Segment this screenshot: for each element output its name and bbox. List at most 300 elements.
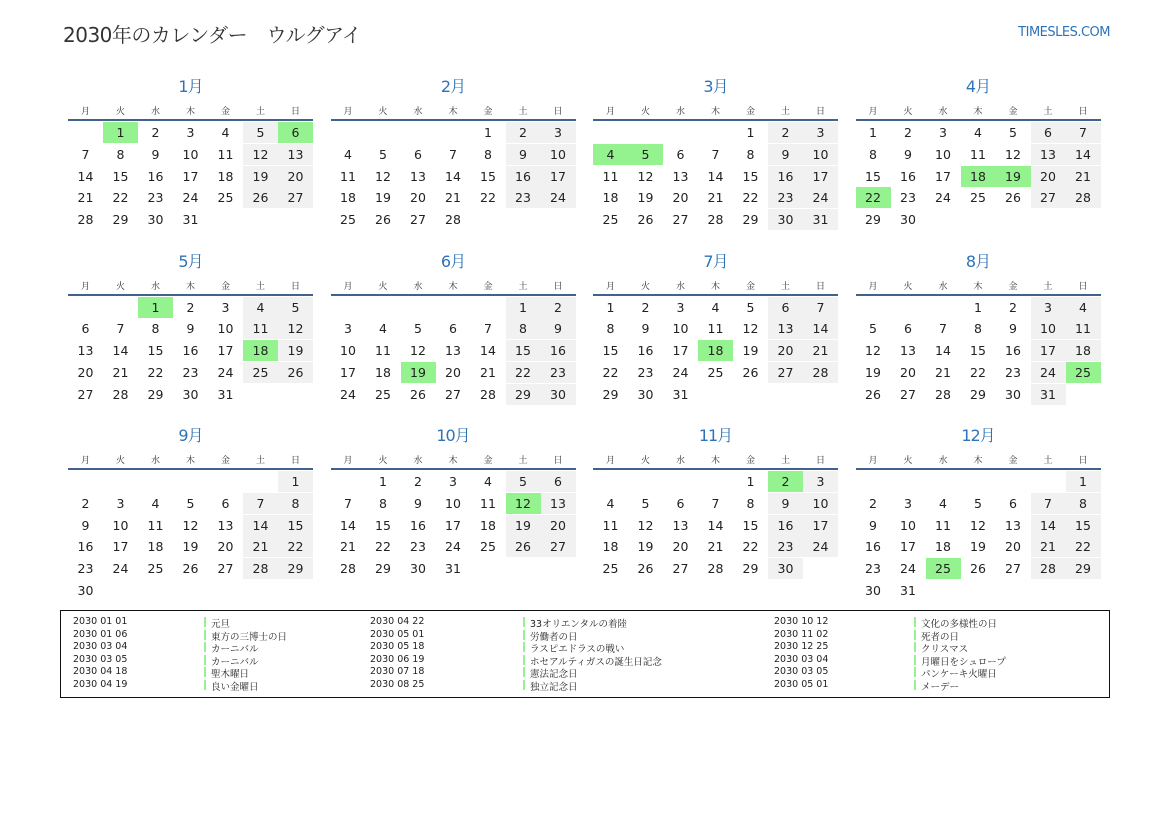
day-cell: 14 [445,168,461,184]
day-cell: 25 [243,362,278,383]
weekday-label: 月 [605,281,615,292]
day-cell: 15 [112,168,129,184]
day-cell: 2 [186,299,195,315]
day-cell: 7 [449,146,457,162]
legend-item [774,616,1104,629]
weekday-label: 木 [185,107,195,117]
header-rule [593,294,838,296]
day-cell: 11 [602,168,619,184]
weekday-label: 火 [115,456,125,466]
holiday-marker [914,680,916,690]
holiday-day-cell: 1 [138,297,173,318]
weekday-label: 水 [413,281,423,292]
holiday-date: 2030 01 06 [73,628,128,640]
day-cell: 28 [1066,187,1101,208]
day-cell: 30 [541,384,576,405]
day-cell: 15 [970,343,986,359]
day-cell: 16 [768,515,803,536]
day-cell: 16 [1005,343,1021,359]
holiday-name: 聖木曜日 [211,669,250,681]
weekday-label: 日 [290,456,300,466]
day-cell: 12 [278,318,313,339]
day-cell: 29 [506,384,541,405]
holiday-date: 2030 10 12 [774,616,829,627]
day-cell: 13 [541,493,576,514]
header-rule [856,468,1101,470]
day-cell: 20 [1005,539,1021,555]
day-cell: 27 [77,386,94,402]
day-cell: 23 [768,187,803,208]
day-cell: 20 [900,364,916,380]
day-cell: 23 [900,190,916,206]
holiday-day-cell: 19 [401,362,436,383]
holiday-marker [914,642,916,652]
day-cell: 8 [484,146,492,162]
holiday-name: 独立記念日 [530,681,578,693]
day-cell: 8 [116,146,125,162]
day-cell: 25 [147,561,164,577]
day-cell: 20 [541,515,576,536]
day-cell: 3 [449,474,457,489]
day-cell: 9 [904,146,912,162]
holiday-marker [204,642,206,652]
day-cell: 22 [278,536,313,557]
holiday-date: 2030 03 05 [774,666,829,678]
day-cell: 30 [768,209,803,230]
day-cell: 16 [410,517,426,533]
header-rule [593,468,838,470]
day-cell: 25 [707,364,724,380]
weekday-label: 土 [780,281,790,292]
day-cell: 5 [186,495,195,511]
weekday-label: 土 [255,281,265,292]
day-cell: 7 [1066,122,1101,143]
weekday-label: 火 [115,107,125,117]
month-name: 12月 [961,426,995,445]
holiday-date: 2030 03 04 [73,641,128,653]
month-9 [68,423,313,598]
day-cell: 6 [676,495,685,511]
weekday-label: 日 [290,107,300,117]
holiday-marker [204,617,206,627]
day-cell: 3 [676,299,685,315]
weekday-label: 土 [518,456,528,466]
day-cell: 16 [541,340,576,361]
day-cell: 31 [217,386,234,402]
day-cell: 29 [278,558,313,579]
day-cell: 22 [147,364,164,380]
holiday-date: 2030 04 18 [73,666,128,678]
day-cell: 11 [707,321,724,337]
day-cell: 10 [900,517,916,533]
day-cell: 6 [81,321,90,337]
day-cell: 1 [1066,471,1101,492]
day-cell: 23 [77,561,94,577]
day-cell: 21 [243,536,278,557]
weekday-label: 火 [378,456,388,466]
day-cell: 29 [147,386,164,402]
day-cell: 27 [445,386,461,402]
day-cell: 10 [112,517,129,533]
day-cell: 24 [182,190,199,206]
header-rule [331,468,576,470]
weekday-label: 土 [1043,107,1053,117]
legend-item [73,679,403,692]
day-cell: 21 [803,340,838,361]
day-cell: 26 [1005,190,1021,206]
day-cell: 4 [711,299,720,315]
month-2 [331,74,576,242]
day-cell: 11 [1066,318,1101,339]
day-cell: 3 [221,299,230,315]
day-cell: 8 [606,321,615,337]
holiday-name: 月曜日をシュロープ [921,656,1006,668]
day-cell: 3 [116,495,125,511]
weekday-label: 木 [973,281,983,292]
day-cell: 28 [445,212,461,228]
weekday-label: 日 [815,456,825,466]
month-name: 5月 [178,251,203,271]
day-cell: 18 [602,190,619,206]
day-cell: 14 [935,343,951,359]
day-cell: 7 [711,495,720,511]
weekday-label: 金 [1008,281,1018,292]
day-cell: 24 [803,536,838,557]
holiday-marker [914,655,916,665]
holiday-date: 2030 08 25 [370,678,425,690]
weekday-label: 金 [483,107,493,117]
day-cell: 31 [803,209,838,230]
day-cell: 9 [541,318,576,339]
day-cell: 21 [340,539,356,555]
weekday-label: 火 [903,456,913,466]
day-cell: 29 [375,561,391,577]
month-7 [593,249,838,417]
day-cell: 24 [935,190,951,206]
weekday-label: 木 [710,107,720,117]
day-cell: 22 [970,364,986,380]
day-cell: 3 [186,125,195,140]
weekday-label: 日 [815,281,825,292]
day-cell: 13 [278,144,313,165]
day-cell: 6 [676,146,685,162]
holiday-marker [914,630,916,640]
weekday-label: 土 [518,107,528,117]
legend-item [73,616,403,629]
weekday-label: 水 [150,107,160,117]
day-cell: 18 [375,364,391,380]
day-cell: 2 [506,122,541,143]
day-cell: 22 [112,190,129,206]
weekday-label: 金 [745,281,755,292]
day-cell: 8 [278,493,313,514]
day-cell: 18 [935,539,951,555]
day-cell: 9 [186,321,195,337]
day-cell: 15 [480,168,496,184]
day-cell: 31 [445,561,461,577]
month-11 [593,423,838,591]
weekday-label: 木 [973,107,983,117]
day-cell: 28 [77,212,94,228]
day-cell: 7 [1031,493,1066,514]
legend-item [73,629,403,642]
holiday-day-cell: 18 [698,340,733,361]
weekday-label: 月 [868,107,878,117]
day-cell: 5 [746,299,755,315]
holiday-date: 2030 05 01 [774,678,829,690]
day-cell: 9 [869,517,877,533]
holiday-day-cell: 1 [103,122,138,143]
day-cell: 14 [243,515,278,536]
weekday-label: 木 [973,456,983,466]
weekday-label: 木 [185,456,195,466]
day-cell: 9 [506,144,541,165]
holiday-marker [523,642,525,652]
day-cell: 2 [81,495,90,511]
day-cell: 11 [147,517,164,533]
day-cell: 20 [1031,166,1066,187]
day-cell: 9 [641,321,650,337]
holiday-marker [204,630,206,640]
day-cell: 16 [768,166,803,187]
day-cell: 18 [147,539,164,555]
day-cell: 8 [151,321,160,337]
day-cell: 28 [707,561,724,577]
day-cell: 11 [602,517,619,533]
header-rule [68,294,313,296]
weekday-label: 日 [1078,107,1088,117]
weekday-label: 月 [80,456,90,466]
day-cell: 10 [672,321,689,337]
day-cell: 19 [375,190,391,206]
holiday-day-cell: 22 [856,187,891,208]
holiday-day-cell: 25 [1066,362,1101,383]
day-cell: 21 [935,364,951,380]
day-cell: 26 [742,364,759,380]
weekday-label: 火 [378,107,388,117]
weekday-label: 火 [640,456,650,466]
legend-item [370,629,700,642]
day-cell: 13 [1005,517,1021,533]
day-cell: 10 [935,146,951,162]
day-cell: 7 [484,321,492,337]
day-cell: 30 [410,561,426,577]
holiday-day-cell: 2 [768,471,803,492]
day-cell: 22 [506,362,541,383]
day-cell: 21 [707,190,724,206]
day-cell: 7 [939,321,947,337]
holiday-date: 2030 05 18 [370,641,425,653]
day-cell: 28 [243,558,278,579]
day-cell: 16 [147,168,164,184]
day-cell: 22 [1066,536,1101,557]
day-cell: 21 [445,190,461,206]
day-cell: 5 [974,495,982,511]
day-cell: 9 [1009,321,1017,337]
day-cell: 20 [77,364,94,380]
day-cell: 11 [340,168,356,184]
month-6 [331,249,576,417]
holiday-day-cell: 18 [243,340,278,361]
holiday-date: 2030 04 22 [370,616,425,627]
day-cell: 20 [217,539,234,555]
weekday-label: 日 [1078,281,1088,292]
day-cell: 24 [803,187,838,208]
day-cell: 1 [379,474,387,489]
day-cell: 3 [344,321,352,337]
day-cell: 30 [637,386,654,402]
day-cell: 28 [340,561,356,577]
day-cell: 6 [449,321,457,337]
month-8 [856,249,1101,417]
day-cell: 12 [865,343,881,359]
day-cell: 19 [182,539,199,555]
day-cell: 30 [1005,386,1021,402]
holiday-name: 良い金曜日 [211,681,259,693]
day-cell: 8 [379,495,387,511]
day-cell: 23 [768,536,803,557]
weekday-label: 火 [640,107,650,117]
month-name: 10月 [436,426,470,445]
day-cell: 1 [746,125,755,140]
holiday-name: クリスマス [921,644,969,656]
day-cell: 21 [707,539,724,555]
weekday-label: 水 [413,107,423,117]
weekday-label: 金 [483,456,493,466]
day-cell: 30 [900,212,916,228]
day-cell: 2 [151,125,160,140]
day-cell: 19 [278,340,313,361]
day-cell: 22 [602,364,619,380]
day-cell: 3 [939,125,947,140]
day-cell: 23 [541,362,576,383]
day-cell: 10 [445,495,461,511]
day-cell: 8 [1066,493,1101,514]
day-cell: 28 [112,386,129,402]
day-cell: 13 [445,343,461,359]
day-cell: 18 [602,539,619,555]
day-cell: 31 [182,212,199,228]
weekday-label: 土 [255,456,265,466]
weekday-label: 木 [710,456,720,466]
header-rule [68,119,313,121]
day-cell: 27 [672,561,689,577]
day-cell: 26 [637,561,654,577]
day-cell: 4 [974,125,982,140]
day-cell: 3 [803,122,838,143]
weekday-label: 木 [448,281,458,292]
day-cell: 6 [1031,122,1066,143]
day-cell: 4 [151,495,160,511]
header-rule [68,468,313,470]
legend-item [774,666,1104,679]
day-cell: 17 [935,168,951,184]
holiday-name: ラスピエドラスの戦い [530,644,625,656]
day-cell: 23 [637,364,654,380]
weekday-label: 月 [605,107,615,117]
holiday-name: 東方の三博士の日 [211,631,288,643]
day-cell: 30 [147,212,164,228]
weekday-label: 月 [868,456,878,466]
month-name: 7月 [703,251,728,271]
day-cell: 30 [77,583,94,598]
day-cell: 20 [672,539,689,555]
holiday-marker [523,680,525,690]
day-cell: 25 [375,386,391,402]
day-cell: 5 [641,495,650,511]
day-cell: 24 [672,364,689,380]
day-cell: 24 [340,386,356,402]
day-cell: 24 [112,561,129,577]
day-cell: 16 [900,168,916,184]
weekday-label: 金 [745,107,755,117]
day-cell: 6 [768,297,803,318]
day-cell: 11 [243,318,278,339]
day-cell: 19 [970,539,986,555]
site-link[interactable]: TIMESLES.COM [1018,25,1110,40]
holiday-marker [523,617,525,627]
day-cell: 20 [278,166,313,187]
day-cell: 21 [480,364,496,380]
weekday-label: 木 [185,281,195,292]
legend-item [370,654,700,667]
day-cell: 17 [672,343,689,359]
day-cell: 7 [344,495,352,511]
month-10 [331,423,576,591]
day-cell: 26 [243,187,278,208]
weekday-label: 火 [903,281,913,292]
holiday-date: 2030 07 18 [370,666,425,678]
day-cell: 15 [602,343,619,359]
day-cell: 8 [506,318,541,339]
day-cell: 17 [803,166,838,187]
holiday-day-cell: 5 [628,144,663,165]
day-cell: 2 [869,495,877,511]
weekday-label: 木 [448,456,458,466]
day-cell: 14 [1031,515,1066,536]
weekday-label: 金 [220,456,230,466]
day-cell: 19 [506,515,541,536]
holiday-day-cell: 4 [593,144,628,165]
day-cell: 27 [541,536,576,557]
legend-item [370,641,700,654]
day-cell: 29 [1066,558,1101,579]
day-cell: 20 [768,340,803,361]
day-cell: 26 [375,212,391,228]
day-cell: 17 [182,168,199,184]
day-cell: 9 [81,517,90,533]
day-cell: 27 [1031,187,1066,208]
day-cell: 27 [217,561,234,577]
day-cell: 26 [506,536,541,557]
weekday-label: 木 [710,281,720,292]
day-cell: 19 [637,190,654,206]
day-cell: 24 [217,364,234,380]
month-name: 4月 [965,77,991,96]
holiday-day-cell: 18 [961,166,996,187]
day-cell: 12 [637,168,654,184]
legend-item [73,654,403,667]
day-cell: 5 [414,321,422,337]
day-cell: 6 [221,495,230,511]
day-cell: 13 [410,168,426,184]
day-cell: 31 [672,386,689,402]
weekday-label: 水 [938,456,948,466]
day-cell: 10 [217,321,234,337]
weekday-label: 土 [780,107,790,117]
holiday-day-cell: 6 [278,122,313,143]
day-cell: 22 [480,190,496,206]
